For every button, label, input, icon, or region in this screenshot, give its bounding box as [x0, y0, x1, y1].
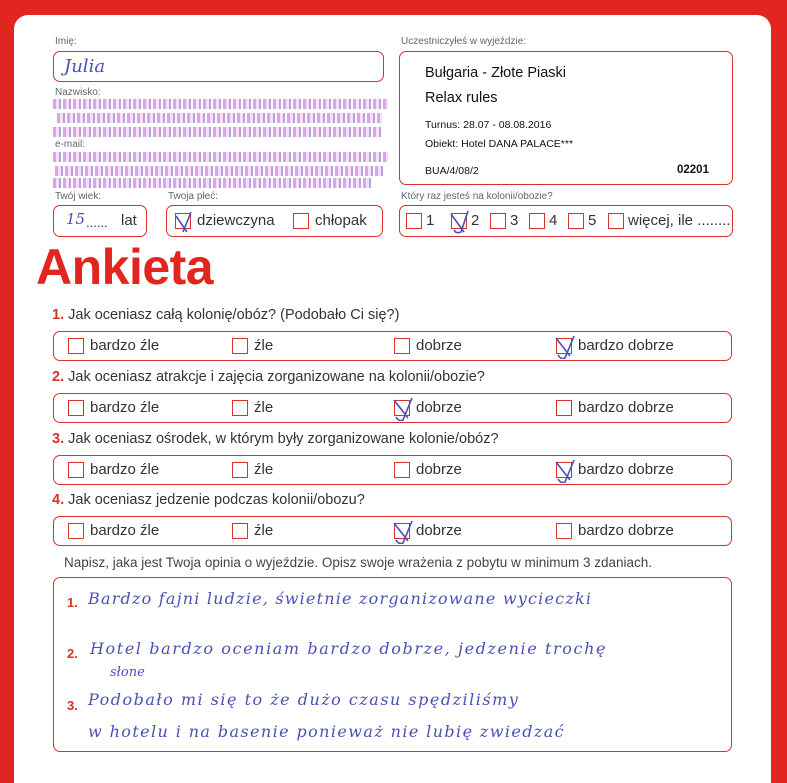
- opinion-number-3: 3.: [67, 698, 78, 713]
- answer-label: dobrze: [416, 399, 462, 416]
- times-option-3[interactable]: [490, 212, 518, 229]
- question-2: [52, 369, 485, 385]
- trip-obiekt: Obiekt: Hotel DANA PALACE***: [425, 138, 574, 150]
- survey-title: Ankieta: [36, 239, 214, 295]
- answer-option-dobrze[interactable]: [394, 522, 462, 539]
- answer-label: dobrze: [416, 337, 462, 354]
- times-label-4: 4: [549, 212, 558, 229]
- gender-female-option[interactable]: [175, 212, 275, 229]
- trip-destination: Bułgaria - Złote Piaski: [425, 65, 567, 81]
- answer-option-bardzo-dobrze[interactable]: [556, 522, 674, 539]
- opinion-number-1: 1.: [67, 595, 78, 610]
- gender-label: Twoja płeć:: [168, 191, 219, 202]
- age-label: Twój wiek:: [55, 191, 102, 202]
- answer-checkbox[interactable]: [394, 523, 410, 539]
- opinion-box[interactable]: [53, 577, 732, 752]
- answer-checkbox[interactable]: [232, 400, 248, 416]
- answer-option-dobrze[interactable]: [394, 399, 462, 416]
- opinion-line-3: Podobało mi się to że dużo czasu spędziliśmy: [88, 690, 520, 709]
- answer-checkbox[interactable]: [394, 338, 410, 354]
- answer-checkbox[interactable]: [232, 338, 248, 354]
- times-option-more[interactable]: [608, 212, 731, 229]
- opinion-line-2: Hotel bardzo oceniam bardzo dobrze, jedzenie trochę: [90, 639, 608, 658]
- answer-option-dobrze[interactable]: [394, 337, 462, 354]
- participation-label: Uczestniczyłeś w wyjeździe:: [401, 36, 527, 47]
- age-value: 15: [66, 210, 86, 228]
- times-option-1[interactable]: [406, 212, 434, 229]
- answer-option-bardzo-zle[interactable]: [68, 337, 159, 354]
- question-number: 3.: [52, 431, 65, 447]
- times-more-label: więcej, ile ........: [628, 212, 731, 229]
- answer-row-3: [53, 455, 732, 485]
- answer-row-4: [53, 516, 732, 546]
- times-checkbox-1[interactable]: [406, 213, 422, 229]
- question-3: [52, 431, 499, 447]
- answer-row-1: [53, 331, 732, 361]
- answer-label: dobrze: [416, 461, 462, 478]
- email-label: e-mail:: [55, 139, 86, 150]
- answer-option-zle[interactable]: [232, 337, 273, 354]
- question-text: Jak oceniasz całą kolonię/obóz? (Podobało Ci się?): [68, 307, 400, 323]
- answer-checkbox[interactable]: [556, 462, 572, 478]
- question-text: Jak oceniasz atrakcje i zajęcia zorganizowane na kolonii/obozie?: [68, 369, 485, 385]
- question-number: 4.: [52, 492, 65, 508]
- answer-option-bardzo-zle[interactable]: [68, 399, 159, 416]
- times-checkbox-4[interactable]: [529, 213, 545, 229]
- opinion-line-2b: słone: [110, 665, 145, 680]
- answer-checkbox[interactable]: [68, 462, 84, 478]
- trip-info-box: [399, 51, 733, 185]
- answer-option-bardzo-zle[interactable]: [68, 522, 159, 539]
- name-value: Julia: [64, 56, 106, 77]
- question-number: 1.: [52, 307, 65, 323]
- answer-checkbox[interactable]: [394, 400, 410, 416]
- answer-row-2: [53, 393, 732, 423]
- answer-label: źle: [254, 461, 274, 478]
- answer-checkbox[interactable]: [68, 338, 84, 354]
- age-field[interactable]: [53, 205, 147, 237]
- gender-male-option[interactable]: [293, 212, 367, 229]
- times-field: [399, 205, 733, 237]
- times-checkbox-3[interactable]: [490, 213, 506, 229]
- gender-field: [166, 205, 383, 237]
- answer-option-zle[interactable]: [232, 522, 273, 539]
- times-option-2[interactable]: [451, 212, 479, 229]
- answer-label: źle: [254, 399, 274, 416]
- answer-option-zle[interactable]: [232, 399, 273, 416]
- age-dots: ......: [86, 215, 108, 230]
- age-unit: lat: [121, 212, 137, 229]
- answer-label: bardzo źle: [90, 399, 160, 416]
- opinion-prompt: Napisz, jaka jest Twoja opinia o wyjeździe. Opisz swoje wrażenia z pobytu w minimum 3 zdaniach.: [64, 555, 653, 570]
- times-label-5: 5: [588, 212, 597, 229]
- trip-code: BUA/4/08/2: [425, 165, 479, 177]
- opinion-number-2: 2.: [67, 646, 78, 661]
- trip-turnus: Turnus: 28.07 - 08.08.2016: [425, 119, 552, 131]
- question-text: Jak oceniasz jedzenie podczas kolonii/obozu?: [68, 492, 365, 508]
- gender-male-checkbox[interactable]: [293, 213, 309, 229]
- answer-checkbox[interactable]: [68, 400, 84, 416]
- gender-male-label: chłopak: [315, 212, 367, 229]
- gender-female-label: dziewczyna: [197, 212, 275, 229]
- answer-label: źle: [254, 522, 274, 539]
- opinion-line-1: Bardzo fajni ludzie, świetnie zorganizowane wycieczki: [88, 589, 593, 608]
- answer-checkbox[interactable]: [556, 400, 572, 416]
- times-label: Który raz jesteś na kolonii/obozie?: [401, 191, 553, 202]
- answer-checkbox[interactable]: [232, 523, 248, 539]
- answer-option-bardzo-dobrze[interactable]: [556, 337, 674, 354]
- question-1: [52, 307, 399, 323]
- times-option-4[interactable]: [529, 212, 557, 229]
- answer-option-bardzo-dobrze[interactable]: [556, 399, 674, 416]
- answer-label: bardzo dobrze: [578, 522, 674, 539]
- question-text: Jak oceniasz ośrodek, w którym były zorganizowane kolonie/obóz?: [68, 431, 499, 447]
- surname-label: Nazwisko:: [55, 87, 101, 98]
- answer-label: bardzo dobrze: [578, 399, 674, 416]
- times-checkbox-5[interactable]: [568, 213, 584, 229]
- times-label-2: 2: [471, 212, 480, 229]
- times-checkbox-2[interactable]: [451, 213, 467, 229]
- answer-label: bardzo źle: [90, 337, 160, 354]
- surname-redacted: [53, 97, 388, 141]
- question-number: 2.: [52, 369, 65, 385]
- answer-label: bardzo dobrze: [578, 461, 674, 478]
- answer-label: źle: [254, 337, 274, 354]
- name-field[interactable]: [53, 51, 384, 82]
- answer-checkbox[interactable]: [394, 462, 410, 478]
- answer-option-dobrze[interactable]: [394, 461, 462, 478]
- answer-label: bardzo źle: [90, 461, 160, 478]
- opinion-line-4: w hotelu i na basenie ponieważ nie lubię zwiedzać: [88, 722, 566, 741]
- answer-checkbox[interactable]: [556, 523, 572, 539]
- question-4: [52, 492, 365, 508]
- answer-option-bardzo-dobrze[interactable]: [556, 461, 674, 478]
- times-checkbox-more[interactable]: [608, 213, 624, 229]
- answer-label: bardzo źle: [90, 522, 160, 539]
- gender-female-checkbox[interactable]: [175, 213, 191, 229]
- trip-program: Relax rules: [425, 90, 498, 106]
- times-option-5[interactable]: [568, 212, 596, 229]
- answer-label: dobrze: [416, 522, 462, 539]
- trip-number: 02201: [677, 164, 709, 176]
- answer-checkbox[interactable]: [232, 462, 248, 478]
- times-label-1: 1: [426, 212, 435, 229]
- answer-checkbox[interactable]: [556, 338, 572, 354]
- times-label-3: 3: [510, 212, 519, 229]
- answer-label: bardzo dobrze: [578, 337, 674, 354]
- answer-option-zle[interactable]: [232, 461, 273, 478]
- answer-checkbox[interactable]: [68, 523, 84, 539]
- answer-option-bardzo-zle[interactable]: [68, 461, 159, 478]
- name-label: Imię:: [55, 36, 77, 47]
- email-redacted: [53, 150, 388, 188]
